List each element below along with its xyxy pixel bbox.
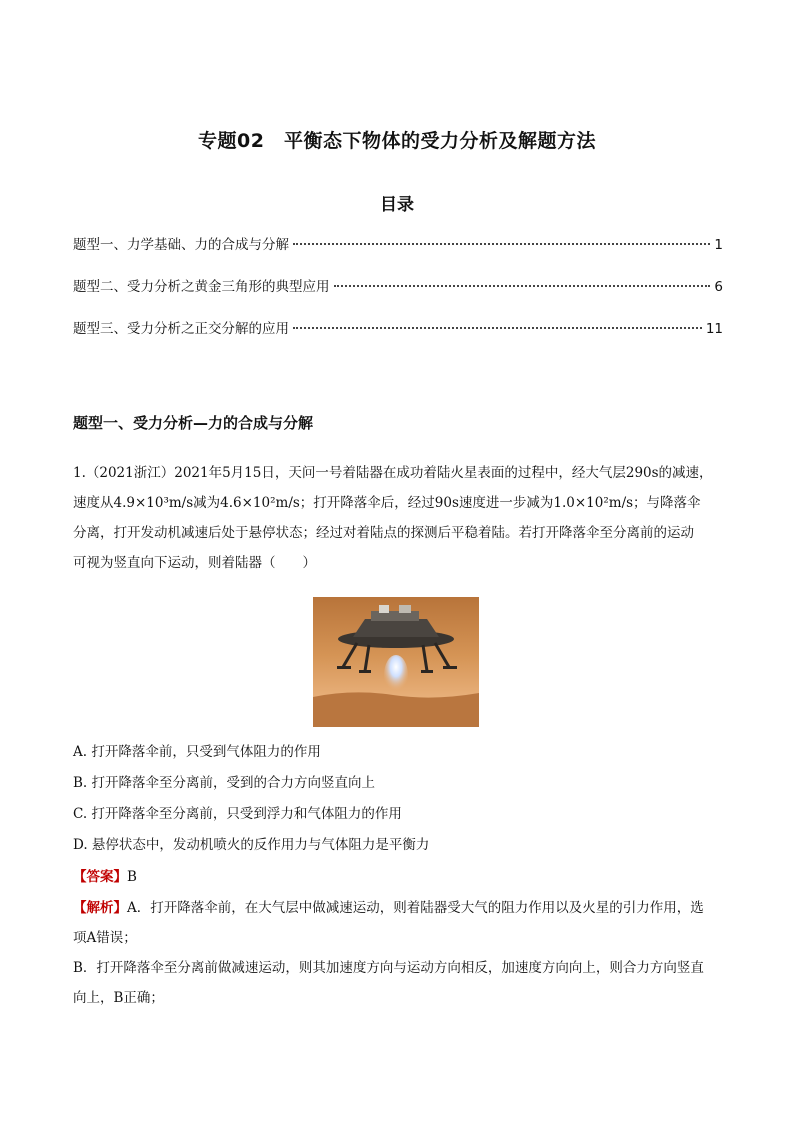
table-of-contents: [73, 233, 723, 359]
question-text: [73, 458, 723, 578]
toc-entry-page: 11: [705, 321, 723, 337]
analysis-block: [73, 893, 723, 1013]
document-title: 专题02 平衡态下物体的受力分析及解题方法: [198, 130, 596, 152]
section-heading: 题型一、受力分析—力的合成与分解: [73, 414, 314, 432]
toc-dot-leader: [334, 285, 711, 287]
analysis-line: 项A错误；: [73, 930, 137, 946]
mars-lander-photo: [313, 597, 479, 727]
analysis-line: [73, 893, 723, 923]
toc-entry[interactable]: [73, 317, 723, 359]
toc-entry[interactable]: [73, 233, 723, 275]
mars-lander-illustration: [313, 597, 479, 727]
question-line: 速度从4.9×10³m/s减为4.6×10²m/s；打开降落伞后，经过90s速度进一步减为1.0×10²m/s；与降落伞: [73, 495, 701, 511]
analysis-line: B．打开降落伞至分离前做减速运动，则其加速度方向与运动方向相反，加速度方向向上，则合力方向竖直: [73, 960, 704, 976]
option-a[interactable]: A. 打开降落伞前，只受到气体阻力的作用: [73, 744, 321, 760]
question-line: 1.（2021浙江）2021年5月15日，天问一号着陆器在成功着陆火星表面的过程中，经大气层290s的减速，: [73, 465, 713, 481]
answer-line: [73, 862, 137, 892]
answer-options: [73, 737, 723, 861]
answer-value: B: [127, 869, 137, 885]
toc-entry[interactable]: [73, 275, 723, 317]
option-d[interactable]: D. 悬停状态中，发动机喷火的反作用力与气体阻力是平衡力: [73, 837, 430, 853]
analysis-text: A．打开降落伞前，在大气层中做减速运动，则着陆器受大气的阻力作用以及火星的引力作用，选: [127, 900, 704, 916]
question-line: 可视为竖直向下运动，则着陆器（ ）: [73, 555, 316, 571]
toc-dot-leader: [293, 243, 710, 245]
toc-dot-leader: [293, 327, 702, 329]
toc-entry-label: 题型二、受力分析之黄金三角形的典型应用: [73, 279, 330, 295]
option-b[interactable]: B. 打开降落伞至分离前，受到的合力方向竖直向上: [73, 775, 376, 791]
toc-entry-page: 6: [714, 279, 723, 295]
analysis-line: 向上，B正确；: [73, 990, 164, 1006]
toc-entry-label: 题型一、力学基础、力的合成与分解: [73, 237, 289, 253]
toc-entry-page: 1: [714, 237, 723, 253]
toc-entry-label: 题型三、受力分析之正交分解的应用: [73, 321, 289, 337]
option-c[interactable]: C. 打开降落伞至分离前，只受到浮力和气体阻力的作用: [73, 806, 402, 822]
question-line: 分离，打开发动机减速后处于悬停状态；经过对着陆点的探测后平稳着陆。若打开降落伞至分离前的运动: [73, 525, 694, 541]
analysis-tag: 【解析】: [73, 900, 127, 916]
toc-title: 目录: [380, 195, 414, 215]
answer-tag: 【答案】: [73, 869, 127, 885]
